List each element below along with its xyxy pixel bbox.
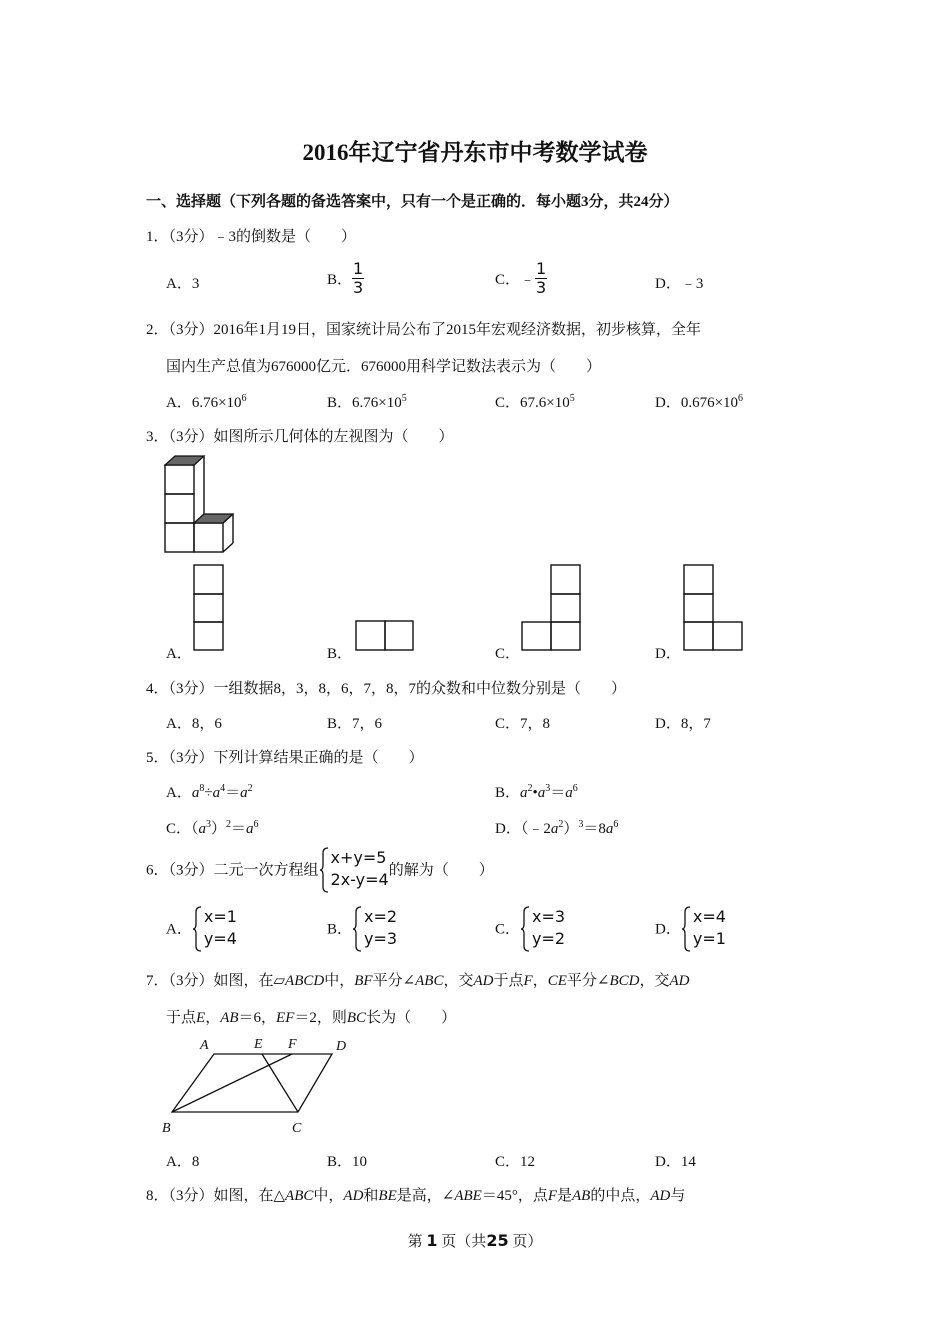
q3-figure-c: [521, 564, 583, 652]
q5-option-a: A．$a^8\div a^4=a^2$: [166, 783, 253, 801]
left-brace-icon: [319, 847, 329, 893]
q4-option-b: B．7，6: [327, 716, 383, 732]
q7-option-a: A．8: [166, 1154, 200, 1170]
fraction: $\frac{1}{3}$: [353, 259, 364, 297]
equation-system: x+y=5 2x-y=4: [319, 847, 389, 891]
question-1-stem: 1．（3分）﹣3的倒数是（ ）: [146, 229, 357, 245]
left-brace-icon: [352, 906, 362, 952]
q4-option-d: D．8，7: [655, 716, 711, 732]
q2-option-d: D．$0.676\times 10^6$: [655, 393, 744, 411]
question-7-stem-line1: 7．（3分）如图，在▱ABCD中，BF平分∠ABC，交AD于点F，CE平分∠BCD，交AD: [146, 973, 690, 989]
q2-option-a: A．$6.76\times 10^6$: [166, 393, 247, 411]
q7-option-b: B．10: [327, 1154, 368, 1170]
q6-option-d: D． x=4 y=1: [655, 906, 726, 950]
q6-option-a: A． x=1 y=4: [166, 906, 237, 950]
fraction: $\frac{1}{3}$: [536, 259, 547, 297]
vertex-label-a: A: [200, 1038, 209, 1053]
q7-option-c: C．12: [495, 1154, 536, 1170]
q3-figure-b: [355, 620, 415, 652]
q2-option-c: C．$67.6\times 10^5$: [495, 393, 575, 411]
parallelogram-figure: [158, 1032, 358, 1138]
q3-option-d: D．: [655, 646, 681, 662]
q1-option-d: D．﹣3: [655, 276, 704, 292]
q1-option-c: C．﹣ $\frac{1}{3}$: [495, 259, 547, 297]
q3-figure-d: [683, 564, 745, 652]
q3-option-b: B．: [327, 646, 353, 662]
q4-option-a: A．8，6: [166, 716, 222, 732]
q5-option-b: B．$a^2•a^3=a^6$: [495, 783, 578, 801]
q3-option-a: A．: [166, 646, 192, 662]
vertex-label-c: C: [292, 1121, 302, 1136]
section-heading: 一、选择题（下列各题的备选答案中，只有一个是正确的．每小题3分，共24分）: [146, 194, 679, 210]
left-brace-icon: [681, 906, 691, 952]
question-2-stem-line2: 国内生产总值为676000亿元．676000用科学记数法表示为（ ）: [166, 359, 602, 375]
question-6-stem: 6．（3分）二元一次方程组 x+y=5 2x-y=4 的解为（ ）: [146, 847, 494, 891]
page-total: 25: [486, 1231, 509, 1250]
vertex-label-f: F: [288, 1037, 297, 1052]
question-7-stem-line2: 于点E，AB＝6，EF＝2，则BC长为（ ）: [166, 1010, 457, 1026]
q5-option-c: C．$(a^3)^2=a^6$: [166, 819, 259, 837]
question-2-stem-line1: 2．（3分）2016年1月19日，国家统计局公布了2015年宏观经济数据，初步核算，全年: [146, 322, 702, 338]
q1-option-b: B． $\frac{1}{3}$: [327, 259, 364, 297]
q5-option-d: D．$(﹣2a^2)^3=8a^6$: [495, 819, 619, 837]
solid-figure: [160, 452, 240, 556]
question-8-stem: 8．（3分）如图，在△ABC中，AD和BE是高，∠ABE＝45°，点F是AB的中点，AD与: [146, 1188, 686, 1204]
q3-option-c: C．: [495, 646, 521, 662]
q7-option-d: D．14: [655, 1154, 696, 1170]
q6-option-b: B． x=2 y=3: [327, 906, 397, 950]
page-title: 2016年辽宁省丹东市中考数学试卷: [302, 140, 648, 165]
q1-option-a: A．3: [166, 276, 200, 292]
q2-option-b: B．$6.76\times 10^5$: [327, 393, 407, 411]
page-number: 1: [426, 1231, 438, 1250]
q4-option-c: C．7，8: [495, 716, 551, 732]
left-brace-icon: [192, 906, 202, 952]
question-3-stem: 3．（3分）如图所示几何体的左视图为（ ）: [146, 429, 454, 445]
q3-figure-a: [193, 564, 226, 652]
vertex-label-e: E: [254, 1037, 263, 1052]
vertex-label-b: B: [162, 1121, 171, 1136]
left-brace-icon: [520, 906, 530, 952]
page-footer: 第 1 页（共25 页）: [407, 1231, 543, 1250]
q6-option-c: C． x=3 y=2: [495, 906, 565, 950]
question-5-stem: 5．（3分）下列计算结果正确的是（ ）: [146, 750, 424, 766]
vertex-label-d: D: [336, 1039, 347, 1054]
question-4-stem: 4．（3分）一组数据8，3，8，6，7，8，7的众数和中位数分别是（ ）: [146, 681, 627, 697]
